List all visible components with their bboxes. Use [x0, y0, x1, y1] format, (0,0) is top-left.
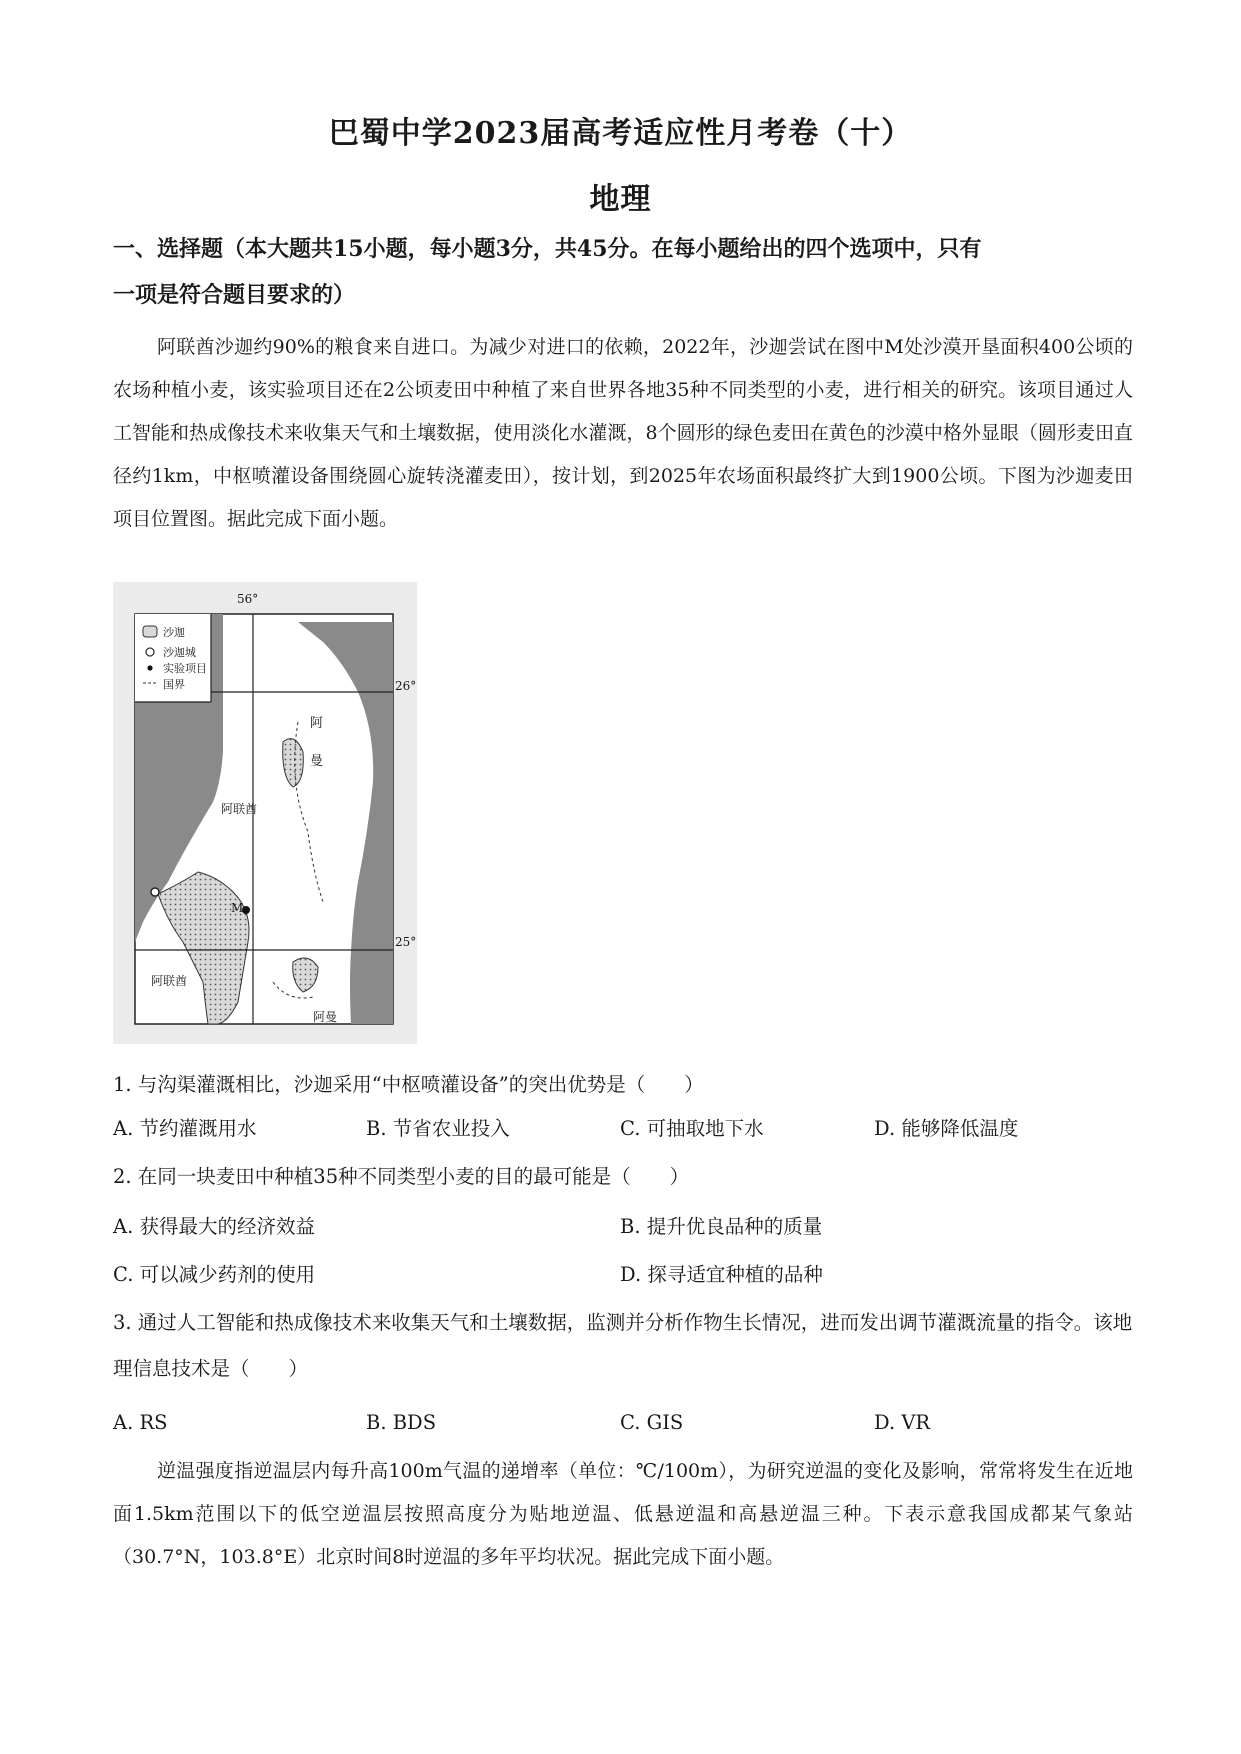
section-heading-line2: 一项是符合题目要求的） [113, 282, 356, 308]
q2-option-a: A. 获得最大的经济效益 [113, 1215, 315, 1238]
legend-city-symbol [146, 648, 154, 656]
subject-title: 地理 [589, 182, 652, 217]
lon-56-label: 56° [237, 592, 259, 606]
passage-sharjah: 阿联酋沙迦约90%的粮食来自进口。为减少对进口的依赖，2022年，沙迦尝试在图中M处沙漠开垦面积400公顷的农场种植小麦，该实验项目还在2公顷麦田中种植了来自世界各地35种不同类型的小麦，进行相关的研究。该项目通过人工智能和热成像技术来收集天气和土壤数据，使用淡化水灌溉，8个圆形的绿色麦田在黄色的沙漠中格外显眼（圆形麦田直径约1km，中枢喷灌设备围绕圆心旋转浇灌麦田），按计划，到2025年农场面积最终扩大到1900公顷。下图为沙迦麦田项目位置图。据此完成下面小题。 [113, 336, 1133, 530]
label-uae-bottom: 阿联酋 [151, 974, 188, 988]
q3-option-d: D. VR [874, 1411, 931, 1434]
q1-option-d: D. 能够降低温度 [874, 1117, 1019, 1140]
lat-26-label: 26° [395, 679, 417, 693]
label-oman-bottom: 阿曼 [313, 1010, 338, 1024]
sharjah-location-map [113, 582, 417, 1044]
exam-title: 巴蜀中学2023届高考适应性月考卷（十） [328, 116, 913, 151]
label-m: M [231, 901, 244, 915]
legend-border-label: 国界 [163, 678, 185, 691]
question-2-stem: 2. 在同一块麦田中种植35种不同类型小麦的目的最可能是（ ） [113, 1165, 690, 1188]
q3-option-a: A. RS [113, 1411, 168, 1434]
legend-sharjah-label: 沙迦 [163, 626, 185, 639]
q2-option-b: B. 提升优良品种的质量 [620, 1215, 823, 1238]
label-oman-2: 曼 [310, 754, 324, 769]
q3-option-c: C. GIS [620, 1411, 684, 1434]
lat-25-label: 25° [395, 935, 417, 949]
legend-project-label: 实验项目 [163, 662, 207, 675]
q1-option-a: A. 节约灌溉用水 [113, 1117, 257, 1140]
sharjah-city-marker [151, 888, 159, 896]
question-1-stem: 1. 与沟渠灌溉相比，沙迦采用“中枢喷灌设备”的突出优势是（ ） [113, 1073, 704, 1096]
legend-sharjah-swatch [143, 626, 157, 637]
label-uae: 阿联酋 [221, 802, 258, 816]
label-oman-1: 阿 [310, 716, 324, 731]
q2-option-c: C. 可以减少药剂的使用 [113, 1263, 316, 1286]
q2-option-d: D. 探寻适宜种植的品种 [620, 1263, 823, 1286]
q3-option-b: B. BDS [366, 1411, 437, 1434]
section-heading-line1: 一、选择题（本大题共15小题，每小题3分，共45分。在每小题给出的四个选项中，只有 [113, 236, 982, 262]
passage-inversion: 逆温强度指逆温层内每升高100m气温的递增率（单位：℃/100m），为研究逆温的变化及影响，常常将发生在近地面1.5km范围以下的低空逆温层按照高度分为贴地逆温、低悬逆温和高悬逆温三种。下表示意我国成都某气象站（30.7°N，103.8°E）北京时间8时逆温的多年平均状况。据此完成下面小题。 [113, 1460, 1133, 1568]
q1-option-c: C. 可抽取地下水 [620, 1117, 764, 1140]
legend-city-label: 沙迦城 [163, 646, 196, 659]
legend-project-symbol [147, 665, 152, 670]
q1-option-b: B. 节省农业投入 [366, 1117, 510, 1140]
question-3-stem: 3. 通过人工智能和热成像技术来收集天气和土壤数据，监测并分析作物生长情况，进而发出调节灌溉流量的指令。该地理信息技术是（ ） [113, 1311, 1133, 1380]
